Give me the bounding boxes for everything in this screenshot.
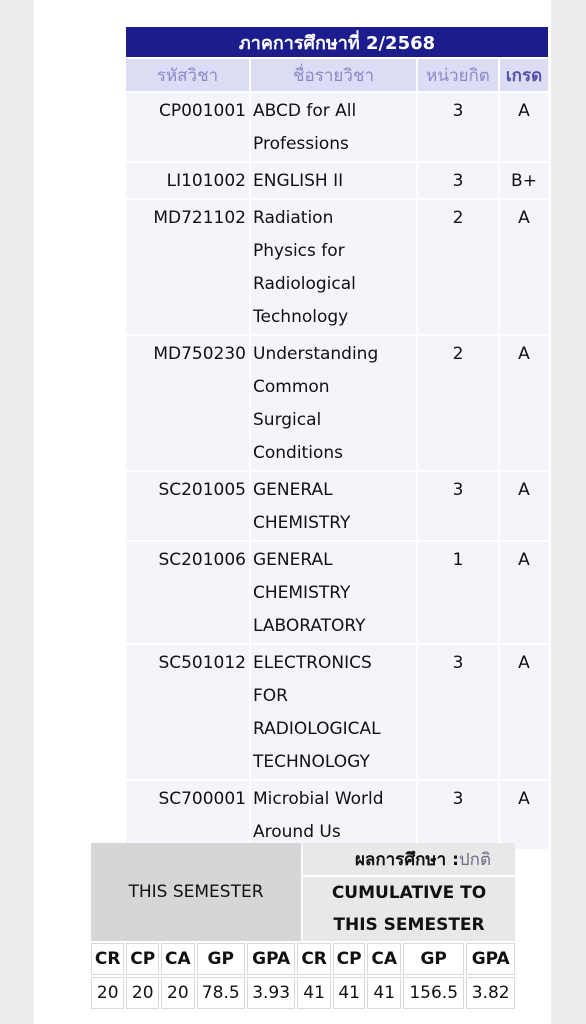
- course-name: [251, 163, 416, 198]
- course-code: MD721102: [126, 200, 249, 334]
- course-name-line: Common: [253, 377, 330, 397]
- course-name-line: Surgical: [253, 410, 322, 430]
- stat-header-gp: GP: [197, 943, 245, 975]
- course-code: MD750230: [126, 336, 249, 470]
- course-name-line: CHEMISTRY: [253, 583, 351, 603]
- course-name-line: Professions: [253, 134, 349, 154]
- column-header-code: รหัสวิชา: [126, 59, 249, 91]
- course-name: [251, 200, 416, 334]
- this-semester-cr: 20: [91, 977, 124, 1009]
- stat-header-ca: CA: [367, 943, 401, 975]
- course-grade: A: [500, 93, 548, 161]
- course-credit: 2: [418, 200, 498, 334]
- academic-status-label: ผลการศึกษา :: [354, 849, 459, 870]
- course-grade-table: [124, 25, 550, 851]
- this-semester-label: THIS SEMESTER: [91, 843, 301, 941]
- course-row: [126, 472, 548, 540]
- course-name-line: Technology: [253, 307, 349, 327]
- course-grade: A: [500, 472, 548, 540]
- course-code: SC201006: [126, 542, 249, 643]
- cumulative-cp: 41: [333, 977, 366, 1009]
- course-row: [126, 781, 548, 849]
- summary-stats-table: [89, 941, 517, 1011]
- column-header-name: ชื่อรายวิชา: [251, 59, 416, 91]
- column-header-grade: เกรด: [500, 59, 548, 91]
- stat-header-cr: CR: [297, 943, 330, 975]
- course-name-line: GENERAL: [253, 550, 333, 570]
- course-row: [126, 645, 548, 779]
- cumulative-cr: 41: [297, 977, 330, 1009]
- course-name-line: Radiological: [253, 274, 356, 294]
- course-name: [251, 93, 416, 161]
- cumulative-gpa: 3.82: [466, 977, 515, 1009]
- course-name-line: TECHNOLOGY: [253, 752, 370, 772]
- cumulative-label-line2: THIS SEMESTER: [333, 915, 485, 935]
- cumulative-gp: 156.5: [403, 977, 464, 1009]
- course-row: [126, 200, 548, 334]
- course-credit: 3: [418, 781, 498, 849]
- course-grade: A: [500, 781, 548, 849]
- course-grade: A: [500, 645, 548, 779]
- course-credit: 3: [418, 472, 498, 540]
- course-grade: A: [500, 542, 548, 643]
- summary-header: [89, 841, 517, 943]
- course-name-line: ABCD for All: [253, 101, 357, 121]
- stat-header-cr: CR: [91, 943, 124, 975]
- course-name-line: Physics for: [253, 241, 345, 261]
- course-name: [251, 472, 416, 540]
- course-name-line: ELECTRONICS: [253, 653, 372, 673]
- stat-header-cp: CP: [333, 943, 366, 975]
- course-name-line: LABORATORY: [253, 616, 366, 636]
- academic-status: [303, 843, 515, 875]
- course-code: SC501012: [126, 645, 249, 779]
- course-row: [126, 542, 548, 643]
- course-row: [126, 336, 548, 470]
- column-header-credit: หน่วยกิต: [418, 59, 498, 91]
- this-semester-gpa: 3.93: [247, 977, 296, 1009]
- course-credit: 3: [418, 163, 498, 198]
- stat-header-gpa: GPA: [466, 943, 515, 975]
- cumulative-ca: 41: [367, 977, 401, 1009]
- course-credit: 3: [418, 645, 498, 779]
- course-code: CP001001: [126, 93, 249, 161]
- course-credit: 2: [418, 336, 498, 470]
- course-rows: [126, 93, 548, 849]
- stat-header-gp: GP: [403, 943, 464, 975]
- cumulative-label-line1: CUMULATIVE TO: [331, 883, 487, 903]
- course-name-line: Around Us: [253, 822, 341, 842]
- this-semester-gp: 78.5: [197, 977, 245, 1009]
- course-credit: 3: [418, 93, 498, 161]
- course-name-line: Radiation: [253, 208, 334, 228]
- course-name-line: ENGLISH II: [253, 171, 344, 191]
- stat-header-cp: CP: [126, 943, 159, 975]
- course-name: [251, 645, 416, 779]
- course-code: SC700001: [126, 781, 249, 849]
- course-grade: A: [500, 336, 548, 470]
- course-name: [251, 781, 416, 849]
- cumulative-label: [303, 877, 515, 941]
- course-name: [251, 336, 416, 470]
- stat-header-gpa: GPA: [247, 943, 296, 975]
- this-semester-ca: 20: [161, 977, 195, 1009]
- course-name-line: RADIOLOGICAL: [253, 719, 381, 739]
- course-name-line: GENERAL: [253, 480, 333, 500]
- course-name-line: Conditions: [253, 443, 343, 463]
- semester-title: ภาคการศึกษาที่ 2/2568: [126, 27, 548, 57]
- course-grade: B+: [500, 163, 548, 198]
- course-code: LI101002: [126, 163, 249, 198]
- this-semester-cp: 20: [126, 977, 159, 1009]
- course-row: [126, 93, 548, 161]
- course-name-line: CHEMISTRY: [253, 513, 351, 533]
- stat-header-ca: CA: [161, 943, 195, 975]
- course-row: [126, 163, 548, 198]
- course-name-line: Microbial World: [253, 789, 384, 809]
- stats-header-row: [91, 943, 515, 975]
- course-name-line: FOR: [253, 686, 288, 706]
- course-grade: A: [500, 200, 548, 334]
- academic-status-value: ปกติ: [458, 849, 491, 870]
- course-code: SC201005: [126, 472, 249, 540]
- stats-value-row: [91, 977, 515, 1009]
- course-credit: 1: [418, 542, 498, 643]
- course-name-line: Understanding: [253, 344, 379, 364]
- course-name: [251, 542, 416, 643]
